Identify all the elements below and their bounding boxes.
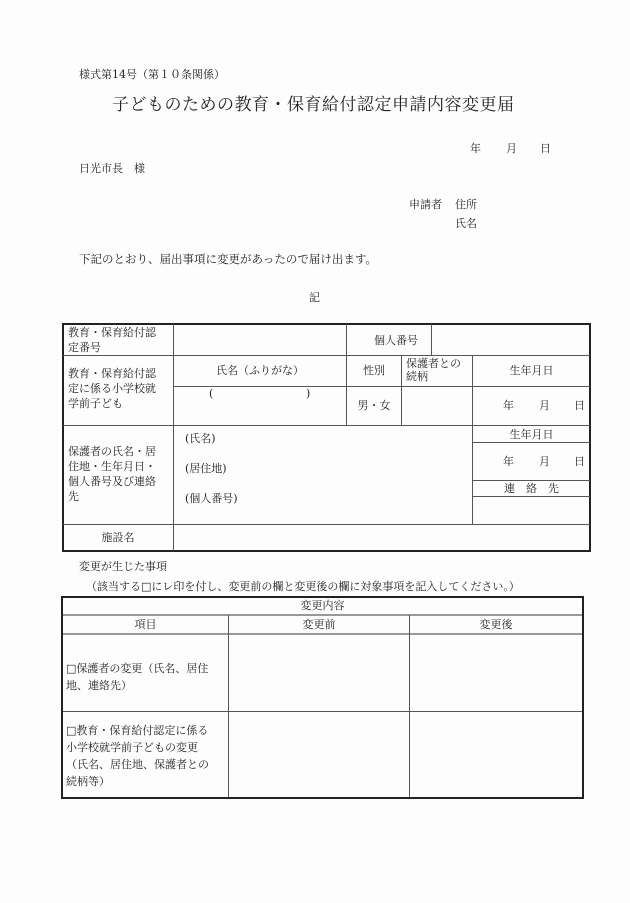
- change-item-child-line1: □教育・保育給付認定に係る: [66, 724, 209, 737]
- child-label-line2: 定に係る小学校就: [68, 382, 156, 395]
- applicant-label: 申請者: [409, 198, 442, 211]
- guardian-label: [68, 444, 156, 504]
- change-item-guardian-line1: □保護者の変更（氏名、居住: [66, 662, 209, 675]
- change-item-child-line3: （氏名、居住地、保護者との: [66, 758, 209, 771]
- changes-table-header: 変更内容: [300, 599, 345, 612]
- form-number: 様式第14号（第１０条関係）: [79, 68, 225, 81]
- change-item-guardian-line2: 地、連絡先）: [66, 679, 132, 692]
- personal-number-label: 個人番号: [374, 334, 418, 347]
- contact-field[interactable]: [474, 498, 589, 523]
- column-header-after: 変更後: [479, 618, 513, 631]
- changes-heading: 変更が生じた事項: [79, 560, 167, 573]
- change-item-child-line4: 続柄等）: [66, 775, 110, 788]
- guardian-address-label: (居住地): [185, 462, 227, 475]
- guardian-before-field[interactable]: [230, 636, 408, 710]
- gender-select[interactable]: 男・女: [357, 399, 391, 412]
- cert-number-label: [68, 325, 156, 355]
- intro-text: 下記のとおり、届出事項に変更があったので届け出ます。: [79, 252, 377, 266]
- change-item-child[interactable]: [66, 722, 209, 790]
- gender-header: 性別: [363, 364, 385, 377]
- cert-number-field[interactable]: [175, 326, 345, 354]
- birth-year[interactable]: 年: [503, 399, 514, 412]
- child-name-field[interactable]: [175, 388, 345, 424]
- page-title: 子どものための教育・保育給付認定申請内容変更届: [112, 95, 515, 115]
- applicant-name-label: 氏名: [455, 217, 477, 230]
- guardian-label-line3: 個人番号及び連絡: [68, 475, 156, 488]
- child-label-line1: 教育・保育給付認: [68, 367, 156, 380]
- birth-header: 生年月日: [509, 364, 554, 377]
- paren-open: (: [209, 387, 214, 400]
- child-label-line3: 学前子ども: [68, 397, 123, 410]
- relation-header-line2: 続柄: [406, 370, 428, 383]
- relation-header-line1: 保護者との: [406, 357, 461, 370]
- column-header-item: 項目: [134, 618, 157, 631]
- child-label: [68, 366, 156, 411]
- guardian-birth-year[interactable]: 年: [503, 455, 514, 468]
- changes-instruction: （該当する□にレ印を付し、変更前の欄と変更後の欄に対象事項を記入してください。）: [86, 580, 520, 593]
- relation-header: [406, 356, 461, 384]
- cert-number-label-line2: 定番号: [68, 341, 101, 354]
- guardian-label-line1: 保護者の氏名・居: [68, 445, 156, 458]
- applicant-address-label: 住所: [455, 198, 477, 211]
- name-kana-header: 氏名（ふりがな）: [216, 364, 304, 377]
- guardian-label-line2: 住地・生年月日・: [68, 460, 156, 473]
- guardian-personal-number-label: (個人番号): [185, 492, 238, 505]
- guardian-label-line4: 先: [68, 490, 79, 503]
- date-year: 年: [470, 142, 481, 155]
- personal-number-field[interactable]: [433, 326, 589, 354]
- guardian-after-field[interactable]: [411, 636, 581, 710]
- change-item-guardian[interactable]: [66, 660, 208, 694]
- addressee: 日光市長 様: [79, 162, 145, 175]
- date-day: 日: [540, 142, 551, 155]
- facility-label: 施設名: [101, 531, 135, 544]
- relation-field[interactable]: [403, 388, 471, 424]
- guardian-birth-day[interactable]: 日: [574, 455, 585, 468]
- contact-header: 連 絡 先: [504, 482, 559, 495]
- cert-number-label-line1: 教育・保育給付認: [68, 326, 156, 339]
- change-item-child-line2: 小学校就学前子どもの変更: [66, 741, 198, 754]
- guardian-birth-header: 生年月日: [509, 428, 554, 441]
- guardian-name-label: (氏名): [185, 432, 216, 445]
- facility-field[interactable]: [175, 526, 589, 550]
- child-before-field[interactable]: [230, 713, 408, 796]
- birth-month[interactable]: 月: [539, 399, 550, 412]
- column-header-before: 変更前: [302, 618, 336, 631]
- guardian-birth-month[interactable]: 月: [539, 455, 550, 468]
- ki-heading: 記: [309, 291, 320, 304]
- date-month: 月: [506, 142, 517, 155]
- child-after-field[interactable]: [411, 713, 581, 796]
- paren-close: ): [306, 387, 311, 400]
- guardian-info-field[interactable]: [230, 428, 470, 522]
- birth-day[interactable]: 日: [574, 399, 585, 412]
